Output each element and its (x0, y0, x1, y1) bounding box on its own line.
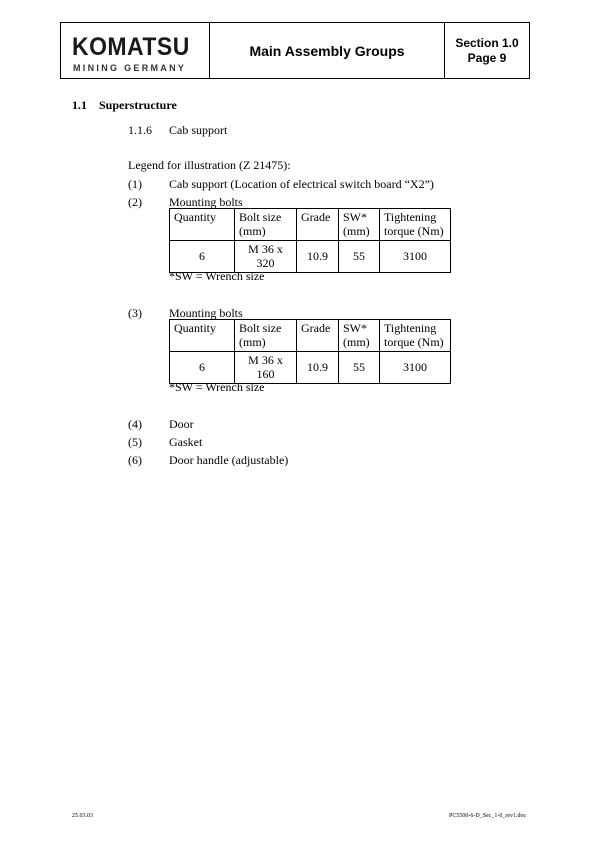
legend-item-text: Mounting bolts (169, 306, 243, 320)
footer-date: 25.03.03 (72, 813, 93, 819)
document-title: Main Assembly Groups (249, 42, 405, 59)
legend-item-text: Door (169, 417, 194, 431)
heading-number: 1.1 (72, 98, 87, 112)
header-quantity: Quantity (170, 209, 235, 241)
legend-item-number: (2) (128, 195, 142, 209)
legend-item-text: Cab support (Location of electrical switch board “X2”) (169, 177, 434, 191)
subheading-number: 1.1.6 (128, 123, 152, 137)
legend-item-number: (1) (128, 177, 142, 191)
header-torque: Tightening torque (Nm) (380, 209, 451, 241)
cell-grade: 10.9 (297, 352, 339, 384)
cell-quantity: 6 (170, 352, 235, 384)
cell-torque: 3100 (380, 241, 451, 273)
cell-bolt-size: M 36 x 320 (235, 241, 297, 273)
page-number: Page 9 (467, 50, 507, 65)
legend-item-text: Door handle (adjustable) (169, 453, 289, 467)
legend-intro: Legend for illustration (Z 21475): (128, 158, 291, 172)
section-number: Section 1.0 (455, 35, 519, 50)
cell-torque: 3100 (380, 352, 451, 384)
page-header (60, 22, 530, 79)
cell-bolt-size: M 36 x 160 (235, 352, 297, 384)
heading-title: Superstructure (99, 98, 177, 112)
header-section-cell (445, 23, 529, 78)
legend-item-number: (4) (128, 417, 142, 431)
legend-item-number: (6) (128, 453, 142, 467)
cell-sw: 55 (339, 241, 380, 273)
footer-filename: PC5500-6-D_Sec_1-0_rev1.doc (449, 813, 527, 819)
bolt-spec-table (169, 319, 451, 384)
header-bolt-size: Bolt size (mm) (235, 320, 297, 352)
header-grade: Grade (297, 320, 339, 352)
footnote: *SW = Wrench size (169, 380, 265, 394)
header-quantity: Quantity (170, 320, 235, 352)
footnote: *SW = Wrench size (169, 269, 265, 283)
header-sw: SW* (mm) (339, 209, 380, 241)
cell-sw: 55 (339, 352, 380, 384)
table-header-row (170, 320, 451, 352)
header-sw: SW* (mm) (339, 320, 380, 352)
table-row (170, 241, 451, 273)
bolt-spec-table (169, 208, 451, 273)
legend-item-number: (3) (128, 306, 142, 320)
logo-subtext: MINING GERMANY (73, 63, 187, 73)
header-bolt-size: Bolt size (mm) (235, 209, 297, 241)
header-torque: Tightening torque (Nm) (380, 320, 451, 352)
company-logo (61, 23, 210, 78)
table-row (170, 352, 451, 384)
legend-item-text: Gasket (169, 435, 203, 449)
header-title-cell (210, 23, 445, 78)
legend-item-number: (5) (128, 435, 142, 449)
logo-wordmark: KOMATSU (72, 33, 190, 61)
cell-grade: 10.9 (297, 241, 339, 273)
header-grade: Grade (297, 209, 339, 241)
legend-item-text: Mounting bolts (169, 195, 243, 209)
cell-quantity: 6 (170, 241, 235, 273)
table-header-row (170, 209, 451, 241)
subheading-title: Cab support (169, 123, 228, 137)
